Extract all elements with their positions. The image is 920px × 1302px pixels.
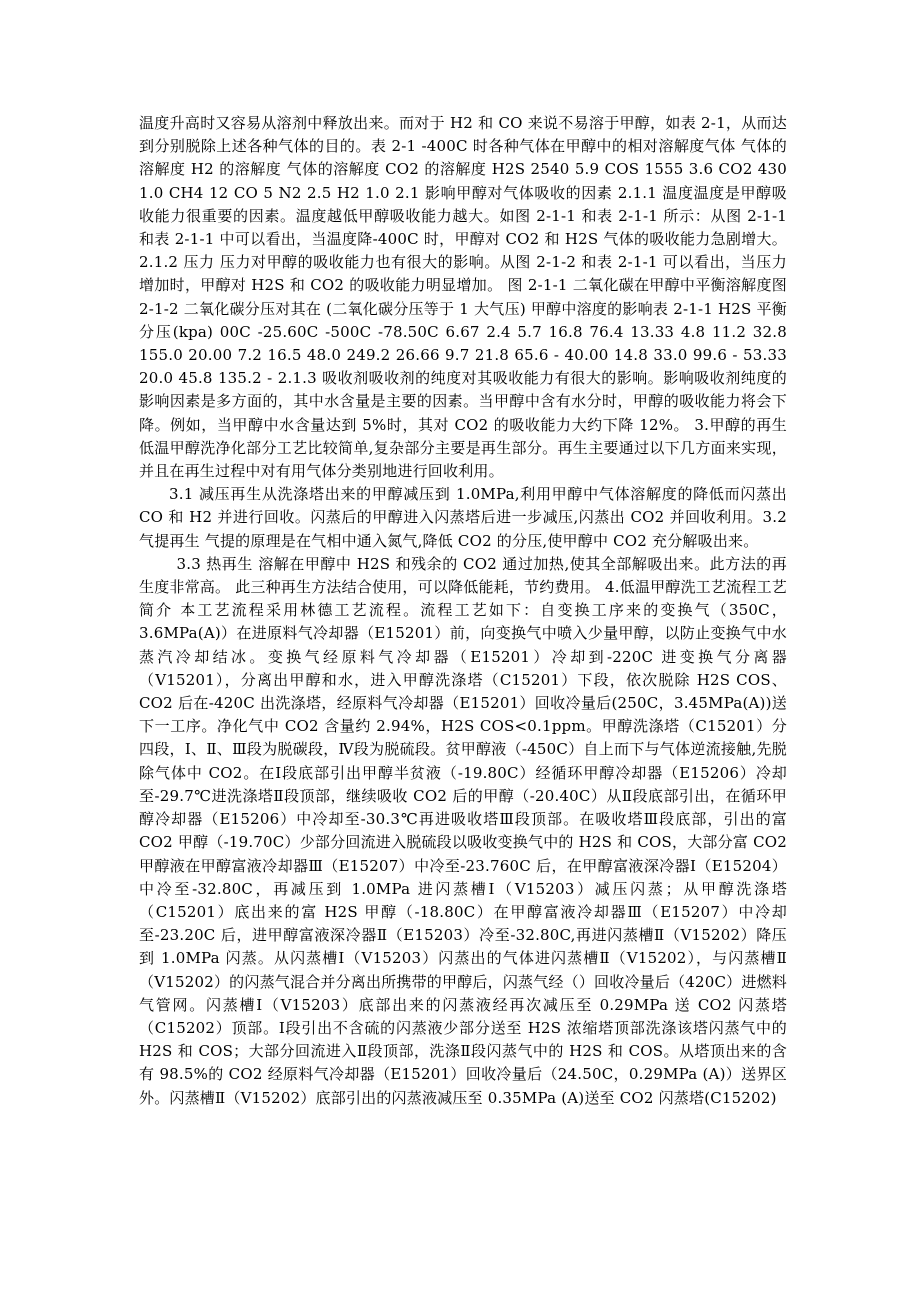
paragraph-pressure-regeneration: 3.1 减压再生从洗涤塔出来的甲醇减压到 1.0MPa,利用甲醇中气体溶解度的降低而闪蒸出 CO 和 H2 并进行回收。闪蒸后的甲醇进入闪蒸塔后进一步减压,闪蒸出 CO2 并回收利用。3.2 气提再生 气提的原理是在气相中通入氮气,降低 CO2 的分压,使甲醇中 CO2 充分解吸出来。 — [139, 485, 787, 550]
paragraph-solubility-factors: 温度升高时又容易从溶剂中释放出来。而对于 H2 和 CO 来说不易溶于甲醇，如表 2-1，从而达到分别脱除上述各种气体的目的。表 2-1 -400C 时各种气体在甲醇中的相对溶解度气体 气体的溶解度 H2 的溶解度 气体的溶解度 CO2 的溶解度 H2S 2540 5.9 COS 1555 3.6 CO2 430 1.0 CH4 12 CO 5 N2 2.5 H2 1.0 2.1 影响甲醇对气体吸收的因素 2.1.1 温度温度是甲醇吸收能力很重要的因素。温度越低甲醇吸收能力越大。如图 2-1-1 和表 2-1-1 所示：从图 2-1-1 和表 2-1-1 中可以看出，当温度降-400C 时，甲醇对 CO2 和 H2S 气体的吸收能力急剧增大。2.1.2 压力 压力对甲醇的吸收能力也有很大的影响。从图 2-1-2 和表 2-1-1 可以看出，当压力增加时，甲醇对 H2S 和 CO2 的吸收能力明显增加。 图 2-1-1 二氧化碳在甲醇中平衡溶解度图 2-1-2 二氧化碳分压对其在 (二氧化碳分压等于 1 大气压) 甲醇中溶度的影响表 2-1-1 H2S 平衡分压(kpa) 00C -25.60C -500C -78.50C 6.67 2.4 5.7 16.8 76.4 13.33 4.8 11.2 32.8 155.0 20.00 7.2 16.5 48.0 249.2 26.66 9.7 21.8 65.6 - 40.00 14.8 33.0 99.6 - 53.33 20.0 45.8 135.2 - 2.1.3 吸收剂吸收剂的纯度对其吸收能力有很大的影响。影响吸收剂纯度的影响因素是多方面的，其中水含量是主要的因素。当甲醇中含有水分时，甲醇的吸收能力将会下降。例如，当甲醇中水含量达到 5%时，其对 CO2 的吸收能力大约下降 12%。 3.甲醇的再生低温甲醇洗净化部分工艺比较简单,复杂部分主要是再生部分。再生主要通过以下几方面来实现，并且在再生过程中对有用气体分类别地进行回收利用。 — [139, 114, 788, 481]
paragraph-thermal-regeneration-process: 3.3 热再生 溶解在甲醇中 H2S 和残余的 CO2 通过加热,使其全部解吸出来。此方法的再生度非常高。 此三种再生方法结合使用，可以降低能耗，节约费用。 4.低温甲醇洗工艺流程工艺简介 本工艺流程采用林德工艺流程。流程工艺如下：自变换工序来的变换气（350C，3.6MPa(A)）在进原料气冷却器（E15201）前，向变换气中喷入少量甲醇，以防止变换气中水蒸汽冷却结冰。变换气经原料气冷却器（E15201）冷却到-220C 进变换气分离器（V15201），分离出甲醇和水，进入甲醇洗涤塔（C15201）下段，依次脱除 H2S COS、CO2 后在-420C 出洗涤塔，经原料气冷却器（E15201）回收冷量后(250C，3.45MPa(A))送下一工序。净化气中 CO2 含量约 2.94%，H2S COS<0.1ppm。甲醇洗涤塔（C15201）分四段，Ⅰ、Ⅱ、Ⅲ段为脱碳段，Ⅳ段为脱硫段。贫甲醇液（-450C）自上而下与气体逆流接触,先脱除气体中 CO2。在Ⅰ段底部引出甲醇半贫液（-19.80C）经循环甲醇冷却器（E15206）冷却至-29.7℃进洗涤塔Ⅱ段顶部，继续吸收 CO2 后的甲醇（-20.40C）从Ⅱ段底部引出，在循环甲醇冷却器（E15206）中冷却至-30.3℃再进吸收塔Ⅲ段顶部。在吸收塔Ⅲ段底部，引出的富 CO2 甲醇（-19.70C）少部分回流进入脱硫段以吸收变换气中的 H2S 和 COS，大部分富 CO2 甲醇液在甲醇富液冷却器Ⅲ（E15207）中冷至-23.760C 后，在甲醇富液深冷器Ⅰ（E15204）中冷至-32.80C，再减压到 1.0MPa 进闪蒸槽Ⅰ（V15203）减压闪蒸；从甲醇洗涤塔（C15201）底出来的富 H2S 甲醇（-18.80C）在甲醇富液冷却器Ⅲ（E15207）中冷却至-23.20C 后，进甲醇富液深冷器Ⅱ（E15203）冷至-32.80C,再进闪蒸槽Ⅱ（V15202）降压到 1.0MPa 闪蒸。从闪蒸槽Ⅰ（V15203）闪蒸出的气体进闪蒸槽Ⅱ（V15202），与闪蒸槽Ⅱ（V15202）的闪蒸气混合并分离出所携带的甲醇后，闪蒸气经（）回收冷量后（420C）进燃料气管网。闪蒸槽Ⅰ（V15203）底部出来的闪蒸液经再次减压至 0.29MPa 送 CO2 闪蒸塔（C15202）顶部。Ⅰ段引出不含硫的闪蒸液少部分送至 H2S 浓缩塔顶部洗涤该塔闪蒸气中的 H2S 和 COS；大部分回流进入Ⅱ段顶部，洗涤Ⅱ段闪蒸气中的 H2S 和 COS。从塔顶出来的含有 98.5%的 CO2 经原料气冷却器（E15201）回收冷量后（24.50C，0.29MPa (A)）送界区外。闪蒸槽Ⅱ（V15202）底部引出的闪蒸液减压至 0.35MPa (A)送至 CO2 闪蒸塔(C15202) — [139, 554, 787, 1107]
document-body — [139, 112, 787, 1110]
